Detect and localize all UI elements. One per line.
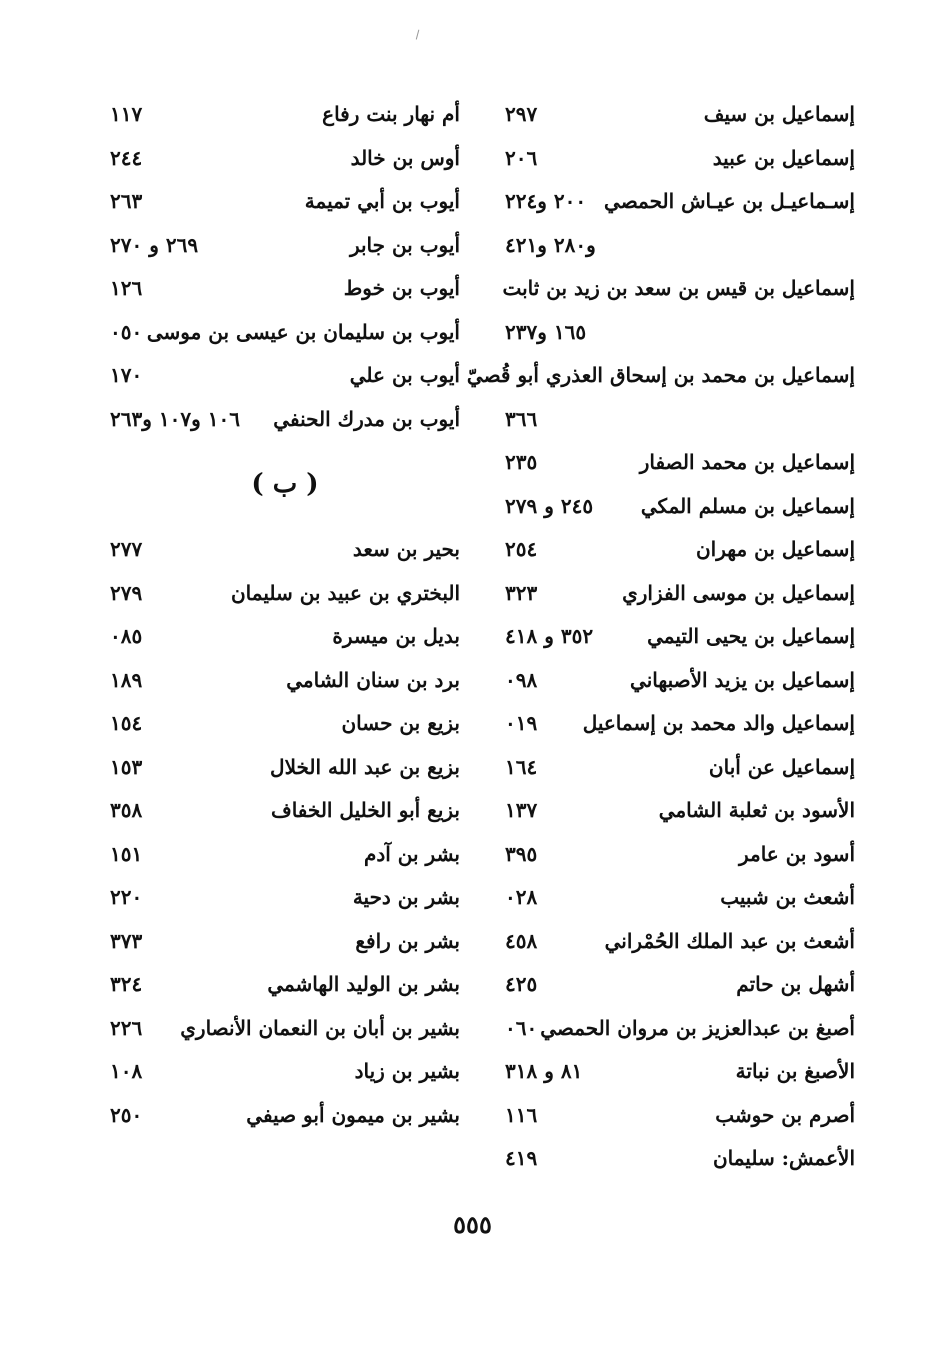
entry-page-refs: ٠٦٠ — [505, 1015, 538, 1040]
index-entry — [505, 311, 855, 355]
index-entry — [502, 267, 855, 311]
entry-name: بشر بن الوليد الهاشمي — [267, 972, 460, 996]
entry-page-refs: ٣٢٤ — [110, 972, 143, 996]
index-entry — [110, 1007, 460, 1051]
index-entry — [505, 876, 855, 920]
entry-page-refs: ٤٥٨ — [505, 928, 538, 953]
index-entry — [110, 224, 460, 268]
entry-page-refs: ٢٠٦ — [505, 145, 538, 170]
entry-name: أصبغ بن عبدالعزيز بن مروان الحمصي — [540, 1015, 855, 1040]
index-entry — [505, 485, 855, 529]
index-entry — [505, 702, 855, 746]
entry-name: بشير بن ميمون أبو صيفي — [246, 1102, 460, 1127]
index-entry — [110, 137, 460, 181]
index-entry — [505, 963, 855, 1007]
entry-name: البختري بن عبيد بن سليمان — [230, 580, 460, 605]
entry-name: الأسود بن ثعلبة الشامي — [658, 798, 855, 822]
entry-name: إسماعيل بن محمد بن إسحاق العذري أبو قُصيّ — [466, 363, 855, 387]
entry-page-refs: ٢٥٠ — [110, 1102, 143, 1127]
entry-page-refs: ٢٣٥ — [505, 450, 538, 474]
index-entry — [505, 224, 855, 268]
entry-name: أسود بن عامر — [738, 841, 855, 866]
entry-page-refs: ٢٦٩ و ٢٧٠ — [110, 232, 199, 257]
entry-name: أيوب بن أبي تميمة — [304, 189, 460, 213]
page-number: ٥٥٥ — [453, 1210, 492, 1239]
index-entry — [505, 615, 855, 659]
index-entry — [110, 1094, 460, 1138]
entry-name: أوس بن خالد — [350, 145, 460, 170]
index-entry — [466, 354, 855, 398]
index-entry — [110, 963, 460, 1007]
index-entry — [505, 180, 855, 224]
index-entry — [110, 876, 460, 920]
entry-page-refs: ٠٩٨ — [505, 667, 538, 692]
index-entry — [505, 441, 855, 485]
entry-name: أيوب بن مدرك الحنفي — [273, 406, 460, 431]
entry-name: بديل بن ميسرة — [332, 624, 460, 648]
entry-page-refs: ١٠٨ — [110, 1059, 143, 1083]
entry-name: أيوب بن خوط — [343, 276, 460, 300]
entry-page-refs: ٠٢٨ — [505, 885, 538, 909]
entry-page-refs: ٢٩٧ — [505, 102, 538, 126]
entry-name: بشر بن دحية — [352, 885, 460, 909]
entry-page-refs: ١١٦ — [505, 1102, 538, 1127]
entry-page-refs: ٣٩٥ — [505, 841, 538, 866]
entry-page-refs: ١٦٥ و٢٣٧ — [505, 319, 587, 344]
entry-name: إسماعيل عن أبان — [708, 754, 855, 779]
section-heading: ( ب ) — [251, 469, 319, 499]
index-entry — [505, 920, 855, 964]
left-column — [110, 93, 460, 1137]
index-entry — [110, 311, 460, 355]
index-entry — [110, 920, 460, 964]
entry-name: إسماعيل بن قيس بن سعد بن زيد بن ثابت — [502, 276, 855, 300]
index-entry — [505, 833, 855, 877]
entry-page-refs: ٠٨٥ — [110, 624, 143, 648]
index-entry — [110, 354, 460, 398]
entry-name: بزيع بن حسان — [341, 711, 460, 735]
entry-page-refs: ١٠٦ و١٠٧ و٢٦٣ — [110, 406, 240, 431]
index-entry — [505, 1050, 855, 1094]
index-entry — [505, 572, 855, 616]
index-entry — [110, 180, 460, 224]
entry-name: الأعمش: سليمان — [712, 1146, 855, 1170]
index-entry — [110, 789, 460, 833]
entry-name: أشهل بن حاتم — [736, 972, 855, 996]
entry-page-refs: ٢٥٤ — [505, 537, 538, 561]
index-entry — [110, 659, 460, 703]
entry-page-refs: ٢٧٧ — [110, 537, 143, 561]
index-entry — [110, 702, 460, 746]
right-column — [466, 93, 855, 1181]
index-entry — [505, 137, 855, 181]
entry-name: أصرم بن حوشب — [715, 1102, 855, 1127]
index-entry — [110, 615, 460, 659]
entry-name: إسـماعيـل بن عيـاش الحمصي — [604, 189, 855, 213]
entry-page-refs: ٨١ و ٣١٨ — [505, 1059, 583, 1083]
entry-page-refs: ٢٦٣ — [110, 189, 143, 213]
entry-page-refs: ٢٠٠ و٢٢٤ — [505, 189, 587, 213]
entry-page-refs: ١٨٩ — [110, 667, 143, 692]
entry-page-refs: ٢٢٠ — [110, 885, 143, 909]
index-entry — [110, 528, 460, 572]
index-entry — [110, 833, 460, 877]
entry-name: أشعث بن شبيب — [720, 885, 855, 909]
entry-page-refs: ٣٥٢ و ٤١٨ — [505, 624, 594, 648]
index-entry — [505, 93, 855, 137]
entry-name: الأصبغ بن نباتة — [735, 1059, 855, 1083]
entry-page-refs: ٢٧٩ — [110, 580, 143, 605]
entry-name: إسماعيل بن عبيد — [712, 145, 855, 170]
entry-page-refs: ٣٧٣ — [110, 928, 143, 953]
entry-name: إسماعيل بن يحيى التيمي — [647, 624, 855, 648]
entry-name: إسماعيل بن مهران — [695, 537, 855, 561]
index-entry — [110, 746, 460, 790]
index-entry — [505, 659, 855, 703]
index-entry — [505, 1007, 855, 1051]
entry-page-refs: ١٣٧ — [505, 798, 538, 822]
index-entry — [505, 1094, 855, 1138]
entry-page-refs: ٢٤٤ — [110, 145, 143, 170]
entry-page-refs: ٠١٩ — [505, 711, 538, 735]
entry-name: أم نهار بنت رفاع — [322, 102, 460, 126]
entry-page-refs: ١١٧ — [110, 102, 143, 126]
index-entry — [110, 572, 460, 616]
entry-name: بحير بن سعد — [352, 537, 460, 561]
index-entry — [505, 528, 855, 572]
entry-name: إسماعيل بن مسلم المكي — [640, 493, 855, 518]
entry-name: بزيع بن عبد الله الخلال — [270, 754, 460, 779]
entry-name: بشير بن أبان بن النعمان الأنصاري — [180, 1015, 460, 1040]
scan-mark — [416, 30, 422, 41]
entry-name: إسماعيل بن موسى الفزاري — [622, 580, 855, 605]
entry-page-refs: ٤٢٥ — [505, 972, 538, 996]
entry-name: بشر بن آدم — [363, 841, 460, 866]
index-entry — [505, 398, 855, 442]
index-entry — [505, 1137, 855, 1181]
entry-name: بشر بن رافع — [355, 928, 460, 953]
entry-page-refs: ٣٦٦ — [505, 406, 538, 431]
entry-page-refs: ٢٤٥ و ٢٧٩ — [505, 493, 594, 518]
index-entry — [110, 267, 460, 311]
entry-name: بزيع أبو الخليل الخفاف — [270, 798, 460, 822]
entry-name: برد بن سنان الشامي — [286, 667, 460, 692]
entry-page-refs: ١٧٠ — [110, 363, 143, 387]
entry-page-refs: ٤١٩ — [505, 1146, 538, 1170]
entry-page-refs: ١٥٤ — [110, 711, 143, 735]
entry-name: بشير بن زياد — [354, 1059, 460, 1083]
entry-page-refs: ٢٢٦ — [110, 1015, 143, 1040]
index-entry — [110, 93, 460, 137]
entry-page-refs: ٣٢٣ — [505, 580, 538, 605]
entry-page-refs: ١٥١ — [110, 841, 143, 866]
entry-page-refs: ١٢٦ — [110, 276, 143, 300]
entry-page-refs: ١٥٣ — [110, 754, 143, 779]
entry-name: أيوب بن جابر — [349, 232, 460, 257]
entry-name: إسماعيل بن سيف — [703, 102, 855, 126]
entry-name: أشعث بن عبد الملك الحُمْراني — [604, 928, 855, 953]
entry-name: إسماعيل بن يزيد الأصبهاني — [630, 667, 855, 692]
index-entry — [505, 746, 855, 790]
entry-name: إسماعيل والد محمد بن إسماعيل — [582, 711, 855, 735]
entry-page-refs: ٠٥٠ — [110, 319, 143, 344]
entry-page-refs: و٢٨٠ و٤٢١ — [505, 232, 596, 257]
entry-page-refs: ١٦٤ — [505, 754, 538, 779]
index-entry — [110, 1050, 460, 1094]
index-entry — [110, 398, 460, 442]
entry-name: إسماعيل بن محمد الصفار — [639, 450, 855, 474]
index-entry — [505, 789, 855, 833]
entry-page-refs: ٣٥٨ — [110, 798, 143, 822]
entry-name: أيوب بن سليمان بن عيسى بن موسى — [146, 319, 460, 344]
entry-name: أيوب بن علي — [349, 363, 460, 387]
